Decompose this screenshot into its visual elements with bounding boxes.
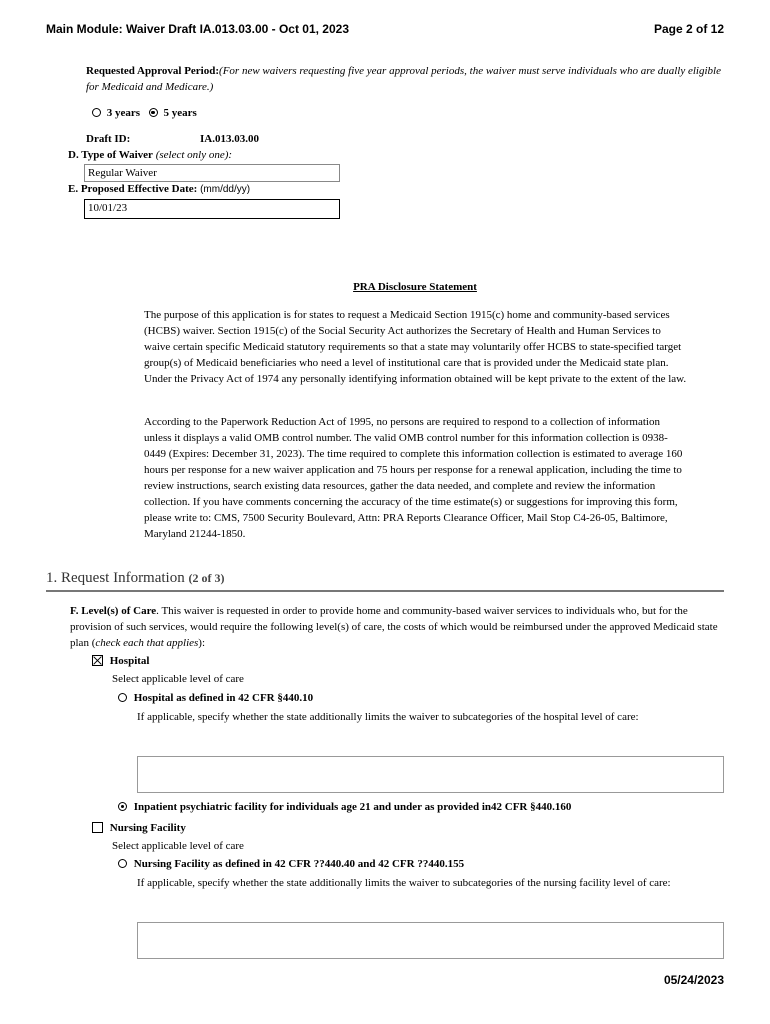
approval-period-block <box>86 63 726 95</box>
nursing-440-40-radio-icon[interactable] <box>118 859 127 868</box>
psychiatric-facility-label: Inpatient psychiatric facility for individuals age 21 and under as provided in42 CFR §440.160 <box>133 801 572 813</box>
option-5-years-label: 5 years <box>163 107 197 119</box>
nursing-label: Nursing Facility <box>109 822 186 834</box>
pra-paragraph-2: According to the Paperwork Reduction Act of 1995, no persons are required to respond to a collection of information unless it displays a valid OMB control number. The valid OMB control number for this information collection is 0938-0449 (Expires: December 31, 2023). The time required to complete this information collection is estimated to average 160 hours per response for a new waiver application and 75 hours per response for a renewal application, including the time to review instructions, search existing data resources, gather the data needed, and complete and review the information collection. If you have comments concerning the accuracy of the time estimate(s) or suggestions for improving this form, please write to: CMS, 7500 Security Boulevard, Attn: PRA Reports Clearance Officer, Mail Stop C4-26-05, Baltimore, Maryland 21244-1850. <box>144 416 683 540</box>
waiver-type-heading <box>68 149 232 161</box>
hospital-440-10-radio-icon[interactable] <box>118 693 127 702</box>
waiver-type-note: (select only one): <box>155 149 233 161</box>
waiver-type-field[interactable]: Regular Waiver <box>84 164 340 182</box>
radio-3-years-icon[interactable] <box>92 108 101 117</box>
nursing-subcategory-help: If applicable, specify whether the state additionally limits the waiver to subcategories of the nursing facility level of care: <box>137 877 671 889</box>
hospital-440-10-label: Hospital as defined in 42 CFR §440.10 <box>133 692 314 704</box>
effective-date-heading <box>68 183 250 195</box>
levels-of-care-close: ): <box>198 637 206 649</box>
levels-of-care-instruction: check each that applies <box>95 637 199 649</box>
nursing-option-1 <box>118 858 464 870</box>
hospital-checkbox-icon[interactable] <box>92 655 103 666</box>
approval-options <box>92 107 197 119</box>
hospital-label: Hospital <box>109 655 150 667</box>
waiver-type-label: D. Type of Waiver <box>68 149 153 161</box>
page-number: Page 2 of 12 <box>653 22 724 36</box>
effective-date-field[interactable]: 10/01/23 <box>84 199 340 219</box>
approval-period-note: (For new waivers requesting five year approval periods, the waiver must serve individuals who are dually eligible for Medicaid and Medicare.) <box>86 65 721 93</box>
section-divider <box>46 590 724 592</box>
hospital-row <box>92 655 149 667</box>
hospital-subcategory-help: If applicable, specify whether the state additionally limits the waiver to subcategories of the hospital level of care: <box>137 711 639 723</box>
option-3-years-label: 3 years <box>106 107 141 119</box>
footer-date: 05/24/2023 <box>663 973 724 987</box>
document-title: Main Module: Waiver Draft IA.013.03.00 - Oct 01, 2023 <box>46 22 349 36</box>
levels-of-care-text <box>70 603 726 651</box>
effective-date-label: E. Proposed Effective Date: <box>68 183 198 195</box>
draft-id-value: IA.013.03.00 <box>200 133 259 145</box>
levels-of-care-description: . This waiver is requested in order to provide home and community-based waiver services to individuals who, but for the provision of such services, would require the following level(s) of care, the costs of which would be reimbursed under the approved Medicaid state plan ( <box>70 605 718 649</box>
nursing-subcategory-textarea[interactable] <box>137 922 724 959</box>
section-heading <box>46 570 224 587</box>
nursing-checkbox-icon[interactable] <box>92 822 103 833</box>
pra-paragraph-1: The purpose of this application is for states to request a Medicaid Section 1915(c) home and community-based services (HCBS) waiver. Section 1915(c) of the Social Security Act authorizes the Secretary of Health and Human Services to waive certain specific Medicaid statutory requirements so that a state may voluntarily offer HCBS to state-specified target group(s) of Medicaid beneficiaries who need a level of institutional care that is provided under the Medicaid state plan. Under the Privacy Act of 1974 any personally identifying information obtained will be kept private to the extent of the law. <box>144 309 687 385</box>
section-title: 1. Request Information <box>46 570 185 586</box>
hospital-option-1 <box>118 692 313 704</box>
radio-5-years-icon[interactable] <box>149 108 158 117</box>
hospital-select-text: Select applicable level of care <box>112 673 244 685</box>
hospital-subcategory-textarea[interactable] <box>137 756 724 793</box>
levels-of-care-label: F. Level(s) of Care <box>70 605 157 617</box>
psychiatric-facility-radio-icon[interactable] <box>118 802 127 811</box>
approval-period-label: Requested Approval Period: <box>86 65 220 77</box>
draft-id-label: Draft ID: <box>86 133 131 145</box>
nursing-440-40-label: Nursing Facility as defined in 42 CFR ??440.40 and 42 CFR ??440.155 <box>133 858 465 870</box>
hospital-option-2 <box>118 801 571 813</box>
nursing-row <box>92 822 186 834</box>
section-subtitle: (2 of 3) <box>188 571 225 585</box>
effective-date-format: (mm/dd/yy) <box>200 184 251 195</box>
pra-title: PRA Disclosure Statement <box>353 281 477 293</box>
nursing-select-text: Select applicable level of care <box>112 840 244 852</box>
